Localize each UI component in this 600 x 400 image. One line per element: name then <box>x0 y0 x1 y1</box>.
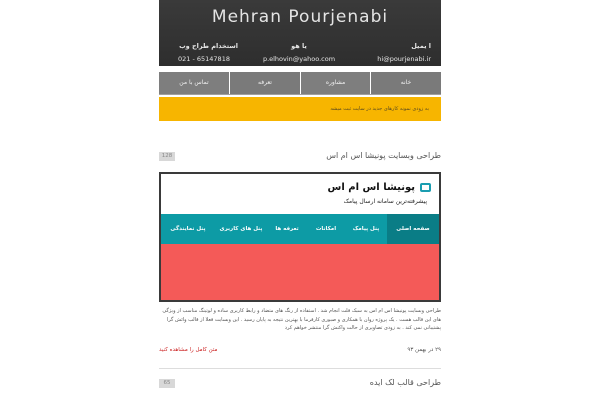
contact-phone-value: 021 - 65147818 <box>178 55 230 63</box>
contact-phone <box>178 42 238 63</box>
hero-brand-name: پونیشا اس ام اس <box>327 182 415 193</box>
hero-nav-agency: پنل نمایندگی <box>170 226 206 232</box>
post-divider <box>159 368 441 369</box>
contact-yahoo <box>259 42 339 63</box>
chat-bubble-icon <box>420 183 431 192</box>
main-nav <box>159 72 441 94</box>
hero-nav-home: صفحه اصلی <box>387 214 439 244</box>
nav-item-home[interactable]: خانه <box>371 72 441 94</box>
nav-divider <box>159 94 441 95</box>
hero-nav-pricing: تعرفه ها <box>275 226 299 232</box>
post-excerpt: طراحی وبسایت پونیشا اس ام اس به سبک فلت انجام شد . استفاده از رنگ های متضاد و رابط کاربری ساده و لوتینگ مناسب از ویژگی های این قالب هست . یک پروژه روان با همکاری و صبوری کارفرما با بهترین نتیجه به پایان رسید . این وبسایت فعلا از قالب وائش گرا پشتیبانی نمی کند . به زودی تصاویری از حالت واکنش گرا منتشر خواهم کرد <box>162 308 441 331</box>
hero-red-area <box>161 244 439 300</box>
contact-email-value[interactable]: hi@pourjenabi.ir <box>377 55 431 63</box>
contact-email-label: ا یمیل <box>411 42 431 50</box>
hero-brand-sub: پیشرفته‌ترین سامانه ارسال پیامک <box>343 198 427 205</box>
page <box>159 0 441 400</box>
post-title-ponisha[interactable]: طراحی وبسایت پونیشا اس ام اس <box>326 151 441 160</box>
nav-item-contact[interactable]: تماس با من <box>159 72 229 94</box>
read-more-link[interactable]: متن کامل را مشاهده کنید <box>159 347 218 353</box>
contact-yahoo-value[interactable]: p.elhovin@yahoo.com <box>262 55 336 63</box>
comment-count-badge: 128 <box>159 152 175 161</box>
hero-nav-users: پنل های کاربری <box>219 226 263 232</box>
post-title-lakideh[interactable]: طراحی قالب لک ایده <box>369 378 441 387</box>
contact-email <box>361 42 431 63</box>
hero-nav-features: امکانات <box>315 226 337 232</box>
nav-item-pricing[interactable]: تعرفه <box>230 72 300 94</box>
post-image-ponisha[interactable] <box>159 172 441 302</box>
site-title[interactable]: Mehran Pourjenabi <box>211 7 389 27</box>
post-date: ۲۹ در بهمن ۹۳ <box>407 347 441 353</box>
comment-count-badge: 65 <box>159 379 175 388</box>
nav-item-consulting[interactable]: مشاوره <box>301 72 370 94</box>
site-header <box>159 0 441 66</box>
hero-header <box>161 174 439 214</box>
contact-yahoo-label: یا هو <box>291 42 307 50</box>
notice-bar: به زودی نمونه کارهای جدید در سایت ثبت میشه <box>159 97 441 121</box>
hero-nav <box>161 214 439 244</box>
hero-nav-sms: پنل پیامک <box>352 226 380 232</box>
contact-phone-label: استخدام طراح وب <box>179 42 238 50</box>
